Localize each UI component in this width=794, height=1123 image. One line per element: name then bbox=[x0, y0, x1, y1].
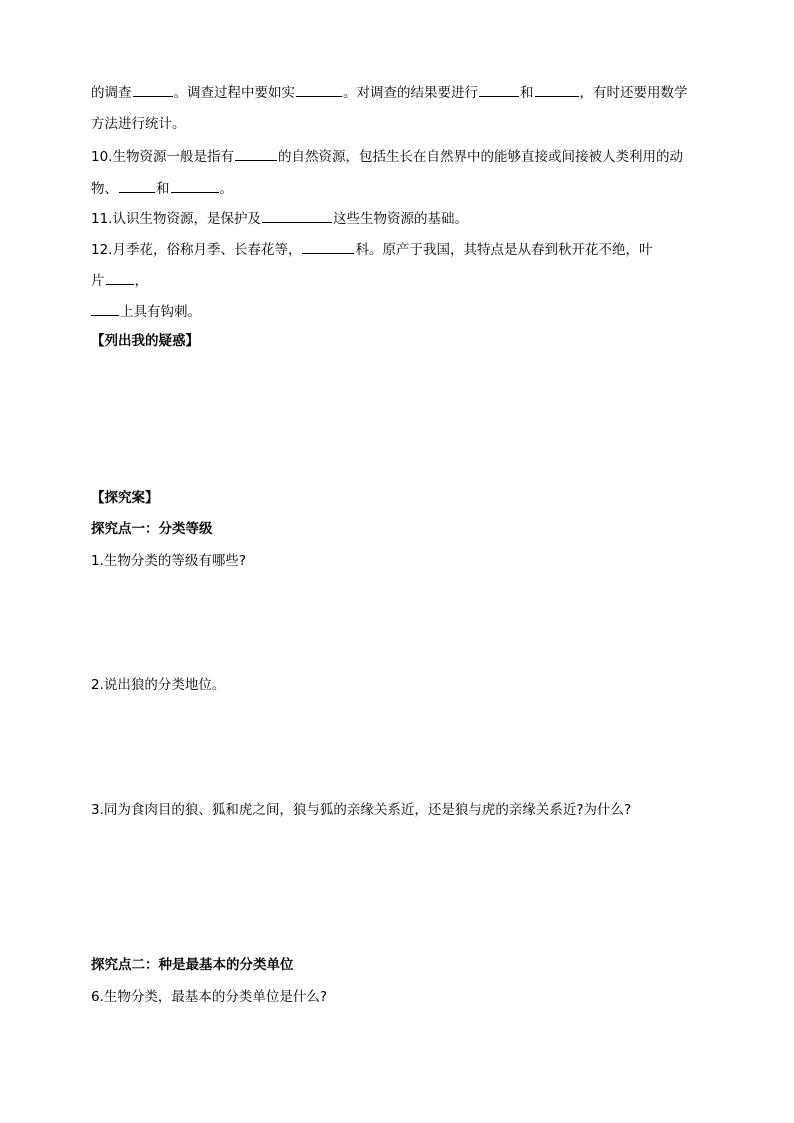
text: 。对调查的结果要进行 bbox=[343, 85, 478, 101]
fill-blank[interactable] bbox=[235, 147, 277, 161]
text: 片 bbox=[91, 273, 105, 289]
text-line-6 bbox=[91, 240, 711, 259]
text: 的调查 bbox=[91, 85, 132, 101]
text-line-2 bbox=[91, 115, 711, 133]
explore-heading: 【探究案】 bbox=[91, 490, 159, 506]
text: 科。原产于我国，其特点是从春到秋开花不绝，叶 bbox=[355, 242, 653, 258]
text: ， bbox=[134, 273, 148, 289]
text-line-4 bbox=[91, 179, 711, 198]
fill-blank[interactable] bbox=[302, 240, 354, 254]
question-3: 3.同为食肉目的狼、狐和虎之间，狼与狐的亲缘关系近，还是狼与虎的亲缘关系近?为什么? bbox=[91, 802, 632, 818]
text-line-8 bbox=[91, 302, 711, 321]
fill-blank[interactable] bbox=[119, 179, 155, 193]
text: 物、 bbox=[91, 181, 118, 197]
text: 11.认识生物资源，是保护及 bbox=[91, 211, 261, 227]
fill-blank[interactable] bbox=[171, 179, 219, 193]
text-line-7 bbox=[91, 271, 711, 290]
fill-blank[interactable] bbox=[479, 83, 519, 97]
text: 12.月季花，俗称月季、长春花等， bbox=[91, 242, 302, 258]
text: 。 bbox=[219, 181, 233, 197]
text: 。调查过程中要如实 bbox=[173, 85, 295, 101]
question-1: 1.生物分类的等级有哪些? bbox=[91, 553, 247, 569]
text: 和 bbox=[156, 181, 170, 197]
point2-heading: 探究点二：种是最基本的分类单位 bbox=[91, 957, 294, 973]
doubts-heading: 【列出我的疑惑】 bbox=[91, 333, 199, 349]
fill-blank[interactable] bbox=[296, 83, 342, 97]
text: ，有时还要用数学 bbox=[579, 85, 688, 101]
fill-blank[interactable] bbox=[262, 209, 332, 223]
point1-heading: 探究点一：分类等级 bbox=[91, 521, 213, 537]
fill-blank[interactable] bbox=[91, 302, 119, 316]
text-line-5 bbox=[91, 209, 711, 228]
text-line-3 bbox=[91, 147, 711, 166]
text: 方法进行统计。 bbox=[91, 116, 186, 132]
fill-blank[interactable] bbox=[106, 271, 134, 285]
question-6: 6.生物分类，最基本的分类单位是什么? bbox=[91, 989, 328, 1005]
question-2: 2.说出狼的分类地位。 bbox=[91, 677, 226, 693]
text: 和 bbox=[520, 85, 534, 101]
text: 10.生物资源一般是指有 bbox=[91, 149, 234, 165]
fill-blank[interactable] bbox=[535, 83, 579, 97]
fill-blank[interactable] bbox=[133, 83, 173, 97]
text: 的自然资源，包括生长在自然界中的能够直接或间接被人类利用的动 bbox=[277, 149, 683, 165]
text: 上具有钩刺。 bbox=[120, 304, 201, 320]
text: 这些生物资源的基础。 bbox=[332, 211, 468, 227]
text-line-1 bbox=[91, 83, 711, 102]
